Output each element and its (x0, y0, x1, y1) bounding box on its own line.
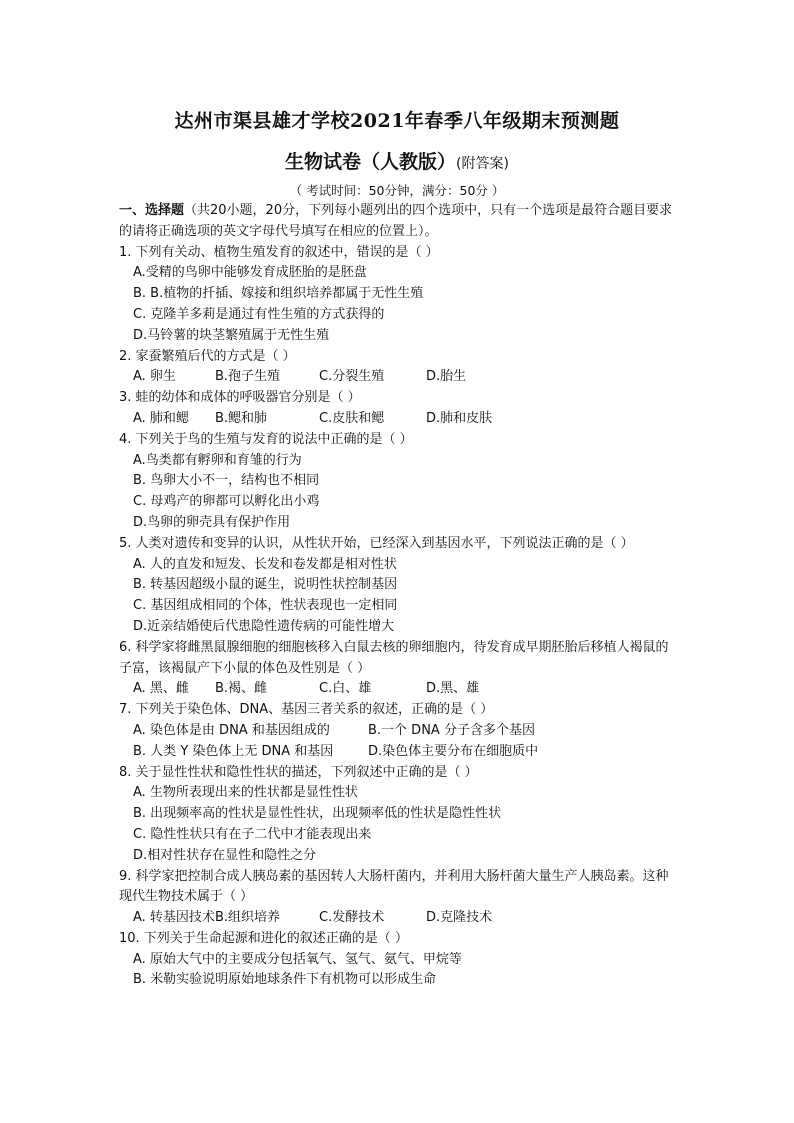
option-item: A.受精的鸟卵中能够发育成胚胎的是胚盘 (133, 265, 367, 281)
option-item: D.肺和皮肤 (426, 410, 493, 426)
questions (119, 243, 679, 992)
option-item: B. 转基因超级小鼠的诞生，说明性状控制基因 (133, 577, 398, 593)
option-item: A. 生物所表现出来的性状都是显性性状 (133, 785, 358, 801)
option-item: D.克隆技术 (426, 910, 493, 926)
option-item: B.一个 DNA 分子含多个基因 (368, 722, 535, 738)
option-item: B. 米勒实验说明原始地球条件下有机物可以形成生命 (133, 972, 437, 988)
subtitle-main: 生物试卷（人教版） (285, 151, 457, 173)
question-item (119, 700, 679, 762)
question-stem: 5. 人类对遗传和变异的认识，从性状开始，已经深入到基因水平，下列说法正确的是（ ） (119, 535, 634, 551)
page-subtitle (0, 147, 794, 174)
question-stem: 7. 下列关于染色体、DNA、基因三者关系的叙述，正确的是（ ） (119, 702, 494, 718)
option-item: D.鸟卵的卵壳具有保护作用 (133, 514, 291, 530)
question-list (119, 201, 679, 991)
option-item: A. 卵生 (133, 369, 176, 385)
question-stem: 3. 蛙的幼体和成体的呼吸器官分别是（ ） (119, 390, 361, 406)
option-item: A. 转基因技术 (133, 910, 215, 926)
option-row (119, 908, 679, 929)
option-row (119, 367, 679, 388)
subtitle-note: (附答案) (456, 156, 509, 172)
option-item: B. B.植物的扦插、嫁接和组织培养都属于无性生殖 (133, 286, 424, 302)
section-heading: 一、选择题 (119, 203, 185, 218)
question-stem: 2. 家蚕繁殖后代的方式是（ ） (119, 348, 296, 364)
option-item: A. 染色体是由 DNA 和基因组成的 (133, 722, 330, 738)
option-item: C. 基因组成相同的个体，性状表现也一定相同 (133, 598, 398, 614)
question-item (119, 243, 679, 347)
option-item: D.黑、雄 (426, 681, 480, 697)
option-item: D.近亲结婚使后代患隐性遗传病的可能性增大 (133, 618, 395, 634)
question-item (119, 430, 679, 534)
option-item: D.染色体主要分布在细胞质中 (368, 743, 539, 759)
question-item (119, 347, 679, 389)
option-item: C. 克隆羊多莉是通过有性生殖的方式获得的 (133, 306, 385, 322)
option-item: A. 黑、雌 (133, 681, 189, 697)
option-row (119, 742, 679, 763)
option-item: C.白、雄 (319, 681, 372, 697)
question-item (119, 929, 679, 991)
question-stem: 10. 下列关于生命起源和进化的叙述正确的是（ ） (119, 930, 408, 946)
option-item: C. 隐性性状只有在子二代中才能表现出来 (133, 826, 372, 842)
option-item: B.鳃和肺 (215, 410, 268, 426)
option-item: B.褐、雌 (215, 681, 268, 697)
section-header (119, 201, 679, 243)
option-item: D.胎生 (426, 369, 467, 385)
question-item (119, 388, 679, 430)
question-item (119, 867, 679, 929)
question-stem: 4. 下列关于鸟的生殖与发育的说法中正确的是（ ） (119, 431, 413, 447)
question-item (119, 638, 679, 700)
question-stem: 9. 科学家把控制合成人胰岛素的基因转人大肠杆菌内，并利用大肠杆菌大量生产人胰岛素。这种现代生物技术属于（ ） (119, 868, 669, 905)
question-stem: 8. 关于显性性状和隐性性状的描述，下列叙述中正确的是（ ） (119, 764, 478, 780)
option-item: A. 人的直发和短发、长发和卷发都是相对性状 (133, 556, 397, 572)
option-item: A.鸟类都有孵卵和育雏的行为 (133, 452, 302, 468)
option-item: B. 鸟卵大小不一，结构也不相同 (133, 473, 320, 489)
option-row (119, 679, 679, 700)
option-item: C. 母鸡产的卵都可以孵化出小鸡 (133, 494, 320, 510)
option-item: D.相对性状存在显性和隐性之分 (133, 847, 317, 863)
option-item: C.皮肤和鳃 (319, 410, 385, 426)
section-instructions: （共20小题，20分，下列每小题列出的四个选项中，只有一个选项是最符合题目要求的请将正确选项的英文字母代号填写在相应的位置上）。 (119, 203, 673, 239)
question-stem: 6. 科学家将雌黑鼠腺细胞的细胞核移入白鼠去核的卵细胞内，待发育成早期胚胎后移植人褐鼠的子富，该褐鼠产下小鼠的体色及性别是（ ） (119, 639, 669, 676)
option-row (119, 721, 679, 742)
option-item: C.分裂生殖 (319, 369, 385, 385)
option-item: B.组织培养 (215, 910, 281, 926)
option-item: C.发酵技术 (319, 910, 385, 926)
exam-info: （ 考试时间：50分钟，满分：50分 ） (289, 183, 505, 198)
question-stem: 1. 下列有关动、植物生殖发育的叙述中，错误的是（ ） (119, 244, 439, 260)
option-row (119, 409, 679, 430)
option-item: B. 人类 Y 染色体上无 DNA 和基因 (133, 743, 334, 759)
option-item: B. 出现频率高的性状是显性性状，出现频率低的性状是隐性性状 (133, 806, 502, 822)
option-item: D.马铃薯的块茎繁殖属于无性生殖 (133, 327, 330, 343)
question-item (119, 763, 679, 867)
option-item: B.孢子生殖 (215, 369, 281, 385)
page-title: 达州市渠县雄才学校2021年春季八年级期末预测题 (174, 110, 620, 132)
option-item: A. 原始大气中的主要成分包括氧气、氢气、氨气、甲烷等 (133, 951, 462, 967)
option-item: A. 肺和鳃 (133, 410, 189, 426)
question-item (119, 534, 679, 638)
